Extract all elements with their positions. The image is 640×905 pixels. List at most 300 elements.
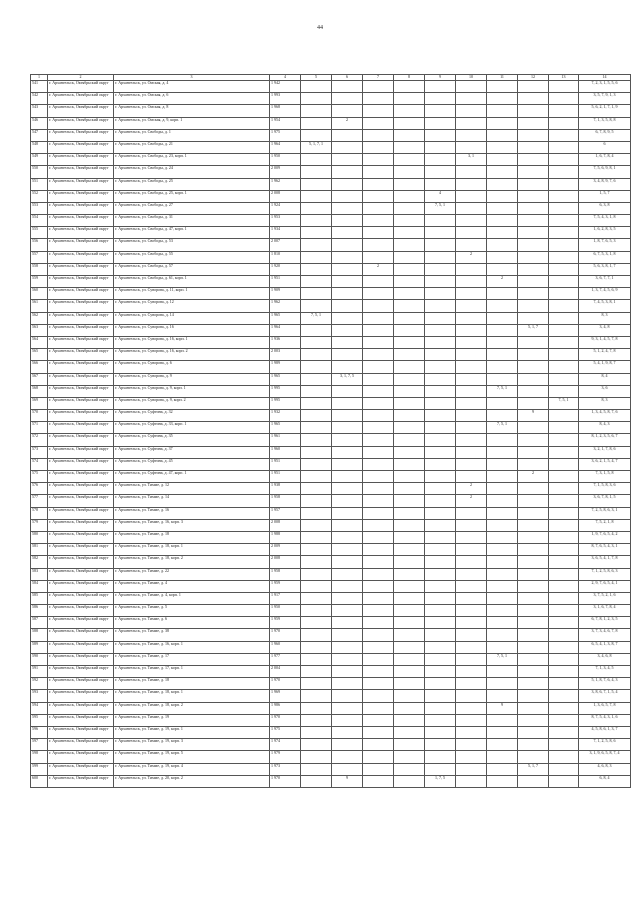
table-row <box>31 726 631 738</box>
cell-year: 1 965 <box>270 422 301 434</box>
cell-col-10 <box>456 775 487 787</box>
cell-col-12 <box>518 519 549 531</box>
cell-col-10 <box>456 629 487 641</box>
cell-col-6 <box>332 105 363 117</box>
cell-row-number: 546 <box>31 117 48 129</box>
cell-col-5 <box>301 300 332 312</box>
column-header-6: 6 <box>332 75 363 81</box>
cell-col-10 <box>456 166 487 178</box>
cell-year: 1 810 <box>270 251 301 263</box>
cell-col-14: 7, 1, 5, 8, 3, 6 <box>579 483 631 495</box>
cell-col-7 <box>363 105 394 117</box>
cell-col-8 <box>394 568 425 580</box>
cell-col-12 <box>518 93 549 105</box>
table-row <box>31 763 631 775</box>
cell-col-8 <box>394 276 425 288</box>
cell-col-9 <box>425 666 456 678</box>
cell-col-6 <box>332 458 363 470</box>
cell-col-7 <box>363 166 394 178</box>
cell-col-12 <box>518 617 549 629</box>
cell-col-11 <box>487 483 518 495</box>
cell-district: г. Архангельск, Октябрьский округ <box>48 166 114 178</box>
cell-col-6 <box>332 580 363 592</box>
cell-district: г. Архангельск, Октябрьский округ <box>48 446 114 458</box>
column-header-14: 14 <box>579 75 631 81</box>
cell-row-number: 597 <box>31 739 48 751</box>
cell-col-9 <box>425 239 456 251</box>
cell-col-9 <box>425 751 456 763</box>
cell-address: г. Архангельск, ул. Тимме, д. 4, корп. 1 <box>114 592 270 604</box>
cell-col-14: 8, 3 <box>579 312 631 324</box>
cell-year: 1 968 <box>270 105 301 117</box>
cell-col-8 <box>394 653 425 665</box>
cell-col-8 <box>394 471 425 483</box>
table-row <box>31 483 631 495</box>
cell-col-8 <box>394 288 425 300</box>
cell-col-6 <box>332 276 363 288</box>
cell-col-8 <box>394 775 425 787</box>
cell-col-13 <box>549 592 579 604</box>
cell-row-number: 548 <box>31 141 48 153</box>
table-row <box>31 617 631 629</box>
cell-address: г. Архангельск, ул. Свободы, д. 25, корп. 1 <box>114 190 270 202</box>
cell-col-14: 3, 7, 3, 4, 6, 7, 8 <box>579 629 631 641</box>
cell-year: 1 969 <box>270 690 301 702</box>
cell-col-10 <box>456 263 487 275</box>
cell-col-7 <box>363 544 394 556</box>
cell-district: г. Архангельск, Октябрьский округ <box>48 373 114 385</box>
cell-col-14: 3, 4, 8, 9, 7, 6 <box>579 178 631 190</box>
cell-col-10 <box>456 714 487 726</box>
cell-col-9 <box>425 763 456 775</box>
cell-address: г. Архангельск, ул. Свободы, д. 1 <box>114 129 270 141</box>
cell-col-10 <box>456 641 487 653</box>
cell-col-9 <box>425 215 456 227</box>
cell-col-7 <box>363 629 394 641</box>
cell-col-7 <box>363 336 394 348</box>
cell-address: г. Архангельск, ул. Свободы, д. 61, корп. 1 <box>114 276 270 288</box>
cell-row-number: 574 <box>31 458 48 470</box>
cell-year: 2 003 <box>270 349 301 361</box>
table-row <box>31 410 631 422</box>
cell-col-14: 8, 1, 2, 3, 5, 6, 7 <box>579 434 631 446</box>
cell-col-14: 3, 6, 5, 4, 1, 7, 8 <box>579 556 631 568</box>
cell-col-13 <box>549 251 579 263</box>
cell-col-5 <box>301 178 332 190</box>
cell-year: 1 962 <box>270 300 301 312</box>
cell-col-11 <box>487 410 518 422</box>
cell-col-9 <box>425 544 456 556</box>
cell-district: г. Архангельск, Октябрьский округ <box>48 251 114 263</box>
cell-row-number: 556 <box>31 239 48 251</box>
cell-district: г. Архангельск, Октябрьский округ <box>48 629 114 641</box>
cell-col-10 <box>456 507 487 519</box>
cell-col-13 <box>549 446 579 458</box>
cell-row-number: 587 <box>31 617 48 629</box>
cell-col-9 <box>425 531 456 543</box>
cell-row-number: 586 <box>31 605 48 617</box>
cell-col-8 <box>394 531 425 543</box>
cell-col-9 <box>425 141 456 153</box>
cell-col-10 <box>456 336 487 348</box>
cell-col-12 <box>518 592 549 604</box>
cell-col-8 <box>394 483 425 495</box>
cell-year: 1 950 <box>270 605 301 617</box>
cell-col-10 <box>456 458 487 470</box>
cell-row-number: 580 <box>31 531 48 543</box>
cell-col-5 <box>301 81 332 93</box>
cell-col-8 <box>394 93 425 105</box>
cell-col-9 <box>425 519 456 531</box>
table-row <box>31 251 631 263</box>
cell-col-5 <box>301 690 332 702</box>
cell-col-7 <box>363 422 394 434</box>
cell-col-13 <box>549 324 579 336</box>
column-header-2: 2 <box>48 75 114 81</box>
cell-col-13 <box>549 288 579 300</box>
cell-col-5 <box>301 495 332 507</box>
cell-col-12 <box>518 714 549 726</box>
cell-col-11 <box>487 690 518 702</box>
cell-year: 1 989 <box>270 361 301 373</box>
cell-col-9 <box>425 361 456 373</box>
table-row <box>31 166 631 178</box>
cell-col-9 <box>425 714 456 726</box>
cell-col-13 <box>549 653 579 665</box>
cell-address: г. Архангельск, ул. Тимме, д. 20, корп. 2 <box>114 775 270 787</box>
cell-col-12 <box>518 349 549 361</box>
cell-col-8 <box>394 202 425 214</box>
cell-col-10 <box>456 531 487 543</box>
cell-col-6 <box>332 702 363 714</box>
cell-col-14: 1, 3, 4, 5, 8, 7, 6 <box>579 410 631 422</box>
table-row <box>31 215 631 227</box>
cell-col-9 <box>425 276 456 288</box>
cell-col-11 <box>487 166 518 178</box>
cell-col-5 <box>301 726 332 738</box>
cell-col-9 <box>425 349 456 361</box>
cell-year: 1 979 <box>270 751 301 763</box>
cell-col-9 <box>425 336 456 348</box>
cell-col-7 <box>363 531 394 543</box>
cell-col-5 <box>301 519 332 531</box>
cell-col-8 <box>394 544 425 556</box>
cell-col-6 <box>332 410 363 422</box>
cell-col-11 <box>487 714 518 726</box>
cell-col-5 <box>301 93 332 105</box>
cell-col-6 <box>332 288 363 300</box>
cell-col-9 <box>425 105 456 117</box>
cell-col-13 <box>549 763 579 775</box>
cell-col-12 <box>518 227 549 239</box>
cell-col-13 <box>549 81 579 93</box>
cell-district: г. Архангельск, Октябрьский округ <box>48 422 114 434</box>
cell-col-9 <box>425 605 456 617</box>
cell-col-14: 7, 1, 3, 4, 5 <box>579 666 631 678</box>
cell-col-9 <box>425 592 456 604</box>
cell-address: г. Архангельск, ул. Суворова, д. 9, корп. 1 <box>114 385 270 397</box>
cell-row-number: 554 <box>31 215 48 227</box>
cell-col-7 <box>363 129 394 141</box>
cell-district: г. Архангельск, Октябрьский округ <box>48 263 114 275</box>
cell-col-14: 7, 2, 3, 1, 5, 5, 6 <box>579 81 631 93</box>
cell-col-6 <box>332 471 363 483</box>
cell-col-9 <box>425 312 456 324</box>
cell-col-5 <box>301 276 332 288</box>
cell-address: г. Архангельск, ул. Свободы, д. 57 <box>114 263 270 275</box>
cell-col-9 <box>425 483 456 495</box>
cell-col-6 <box>332 507 363 519</box>
cell-district: г. Архангельск, Октябрьский округ <box>48 397 114 409</box>
cell-col-6 <box>332 592 363 604</box>
cell-col-7 <box>363 751 394 763</box>
cell-row-number: 573 <box>31 446 48 458</box>
cell-col-11 <box>487 178 518 190</box>
cell-col-13 <box>549 641 579 653</box>
cell-col-11 <box>487 263 518 275</box>
cell-district: г. Архангельск, Октябрьский округ <box>48 202 114 214</box>
cell-col-6 <box>332 605 363 617</box>
cell-col-5 <box>301 775 332 787</box>
cell-col-9: 7, 5, 1 <box>425 202 456 214</box>
cell-row-number: 572 <box>31 434 48 446</box>
cell-year: 1 934 <box>270 227 301 239</box>
cell-address: г. Архангельск, ул. Свободы, д. 24 <box>114 166 270 178</box>
cell-col-11 <box>487 81 518 93</box>
cell-col-14: 6, 3, 8 <box>579 202 631 214</box>
cell-col-11 <box>487 629 518 641</box>
cell-col-9 <box>425 678 456 690</box>
cell-district: г. Архангельск, Октябрьский округ <box>48 276 114 288</box>
cell-row-number: 577 <box>31 495 48 507</box>
cell-col-9: 1, 7, 5 <box>425 775 456 787</box>
table-row <box>31 300 631 312</box>
cell-address: г. Архангельск, ул. Суфтина, д. 35 <box>114 434 270 446</box>
cell-col-8 <box>394 580 425 592</box>
cell-col-12 <box>518 531 549 543</box>
cell-row-number: 568 <box>31 385 48 397</box>
cell-col-6 <box>332 202 363 214</box>
table-row <box>31 93 631 105</box>
cell-col-5 <box>301 129 332 141</box>
cell-col-14: 1, 8, 7, 6, 5, 3 <box>579 239 631 251</box>
cell-col-11 <box>487 361 518 373</box>
cell-year: 1 961 <box>270 434 301 446</box>
table-row <box>31 544 631 556</box>
cell-col-14: 3, 6 <box>579 385 631 397</box>
cell-col-7 <box>363 471 394 483</box>
cell-col-9 <box>425 251 456 263</box>
cell-district: г. Архангельск, Октябрьский округ <box>48 714 114 726</box>
cell-year: 1 975 <box>270 129 301 141</box>
cell-col-8 <box>394 641 425 653</box>
cell-col-8 <box>394 592 425 604</box>
cell-col-7 <box>363 568 394 580</box>
table-row <box>31 519 631 531</box>
cell-col-11 <box>487 507 518 519</box>
cell-row-number: 559 <box>31 276 48 288</box>
cell-district: г. Архангельск, Октябрьский округ <box>48 690 114 702</box>
cell-col-12 <box>518 726 549 738</box>
cell-district: г. Архангельск, Октябрьский округ <box>48 178 114 190</box>
cell-col-6 <box>332 336 363 348</box>
cell-col-9 <box>425 166 456 178</box>
table-row <box>31 263 631 275</box>
cell-address: г. Архангельск, ул. Суворова, д. 14 <box>114 312 270 324</box>
table-row <box>31 141 631 153</box>
cell-col-8 <box>394 397 425 409</box>
cell-row-number: 584 <box>31 580 48 592</box>
cell-col-11 <box>487 446 518 458</box>
cell-col-6 <box>332 714 363 726</box>
cell-year: 1 962 <box>270 178 301 190</box>
cell-col-10 <box>456 227 487 239</box>
cell-col-6: 3, 1, 7, 5 <box>332 373 363 385</box>
cell-col-14: 8, 3 <box>579 397 631 409</box>
cell-col-11 <box>487 312 518 324</box>
column-header-4: 4 <box>270 75 301 81</box>
table-row <box>31 202 631 214</box>
table-row <box>31 434 631 446</box>
cell-year: 1 970 <box>270 775 301 787</box>
cell-col-8 <box>394 763 425 775</box>
cell-col-7 <box>363 483 394 495</box>
cell-col-12 <box>518 202 549 214</box>
cell-col-13 <box>549 276 579 288</box>
cell-col-7 <box>363 446 394 458</box>
cell-col-12 <box>518 446 549 458</box>
cell-col-6 <box>332 763 363 775</box>
cell-col-10 <box>456 385 487 397</box>
cell-col-13 <box>549 531 579 543</box>
cell-col-13 <box>549 617 579 629</box>
cell-row-number: 596 <box>31 726 48 738</box>
cell-col-6: 9 <box>332 775 363 787</box>
cell-col-5 <box>301 458 332 470</box>
cell-col-6 <box>332 666 363 678</box>
cell-row-number: 579 <box>31 519 48 531</box>
cell-col-10 <box>456 324 487 336</box>
cell-col-7 <box>363 324 394 336</box>
table-row <box>31 288 631 300</box>
cell-col-8 <box>394 300 425 312</box>
cell-col-5 <box>301 666 332 678</box>
cell-row-number: 589 <box>31 641 48 653</box>
cell-col-13 <box>549 726 579 738</box>
cell-col-5 <box>301 580 332 592</box>
cell-col-5 <box>301 227 332 239</box>
cell-col-14: 3, 7, 5, 2, 1, 6 <box>579 592 631 604</box>
cell-col-6 <box>332 129 363 141</box>
cell-col-14: 3, 1, 9, 6, 5, 8, 7, 4 <box>579 751 631 763</box>
cell-col-14: 3, 6, 7, 7, 1 <box>579 276 631 288</box>
cell-row-number: 569 <box>31 397 48 409</box>
cell-row-number: 576 <box>31 483 48 495</box>
cell-col-12: 9 <box>518 410 549 422</box>
cell-col-14: 1, 6, 2, 8, 3, 5 <box>579 227 631 239</box>
cell-address: г. Архангельск, ул. Тимме, д. 16, корп. 3 <box>114 519 270 531</box>
table-row <box>31 190 631 202</box>
table-row <box>31 129 631 141</box>
cell-col-10 <box>456 410 487 422</box>
cell-col-14: 3, 6, 7, 8, 1, 5 <box>579 495 631 507</box>
cell-district: г. Архангельск, Октябрьский округ <box>48 702 114 714</box>
cell-year: 1 973 <box>270 763 301 775</box>
cell-col-8 <box>394 751 425 763</box>
cell-col-10: 3, 1 <box>456 154 487 166</box>
cell-col-6 <box>332 178 363 190</box>
cell-district: г. Архангельск, Октябрьский округ <box>48 288 114 300</box>
cell-col-14: 3, 8, 6, 7, 1, 5, 4 <box>579 690 631 702</box>
cell-col-8 <box>394 178 425 190</box>
cell-col-12 <box>518 629 549 641</box>
cell-col-9 <box>425 556 456 568</box>
cell-col-11 <box>487 202 518 214</box>
column-header-1: 1 <box>31 75 48 81</box>
table-row <box>31 81 631 93</box>
cell-col-6 <box>332 751 363 763</box>
cell-row-number: 591 <box>31 666 48 678</box>
cell-col-9 <box>425 263 456 275</box>
cell-year: 1 942 <box>270 81 301 93</box>
cell-col-13 <box>549 458 579 470</box>
cell-row-number: 570 <box>31 410 48 422</box>
cell-col-10 <box>456 471 487 483</box>
cell-col-14: 3, 5, 7, 9, 1, 3 <box>579 93 631 105</box>
cell-district: г. Архангельск, Октябрьский округ <box>48 641 114 653</box>
cell-col-11 <box>487 93 518 105</box>
cell-col-13 <box>549 227 579 239</box>
cell-col-9 <box>425 93 456 105</box>
cell-col-13 <box>549 434 579 446</box>
cell-row-number: 549 <box>31 154 48 166</box>
cell-address: г. Архангельск, ул. Тимме, д. 38 <box>114 629 270 641</box>
cell-col-7 <box>363 739 394 751</box>
cell-col-14: 7, 4, 5, 3, 8, 1 <box>579 300 631 312</box>
cell-col-5: 7, 5, 1 <box>301 312 332 324</box>
cell-year: 1 960 <box>270 446 301 458</box>
cell-col-12: 5, 1, 7 <box>518 324 549 336</box>
cell-col-12 <box>518 239 549 251</box>
cell-col-6 <box>332 556 363 568</box>
cell-col-8 <box>394 117 425 129</box>
cell-col-5 <box>301 215 332 227</box>
cell-col-6 <box>332 300 363 312</box>
cell-year: 2 008 <box>270 519 301 531</box>
cell-col-11 <box>487 592 518 604</box>
cell-col-5 <box>301 105 332 117</box>
table-row <box>31 641 631 653</box>
cell-col-11 <box>487 458 518 470</box>
cell-col-12 <box>518 141 549 153</box>
cell-district: г. Архангельск, Октябрьский округ <box>48 519 114 531</box>
cell-col-11 <box>487 751 518 763</box>
cell-address: г. Архангельск, ул. Омская, д. 4 <box>114 81 270 93</box>
cell-col-6 <box>332 726 363 738</box>
cell-col-7 <box>363 763 394 775</box>
table-row <box>31 702 631 714</box>
cell-col-5 <box>301 714 332 726</box>
cell-col-11 <box>487 531 518 543</box>
cell-row-number: 557 <box>31 251 48 263</box>
cell-col-13 <box>549 361 579 373</box>
cell-col-9 <box>425 617 456 629</box>
cell-col-14: 6, 5, 4, 1, 3, 8, 7 <box>579 641 631 653</box>
cell-row-number: 582 <box>31 556 48 568</box>
cell-col-10 <box>456 202 487 214</box>
cell-col-11 <box>487 117 518 129</box>
cell-col-13 <box>549 300 579 312</box>
